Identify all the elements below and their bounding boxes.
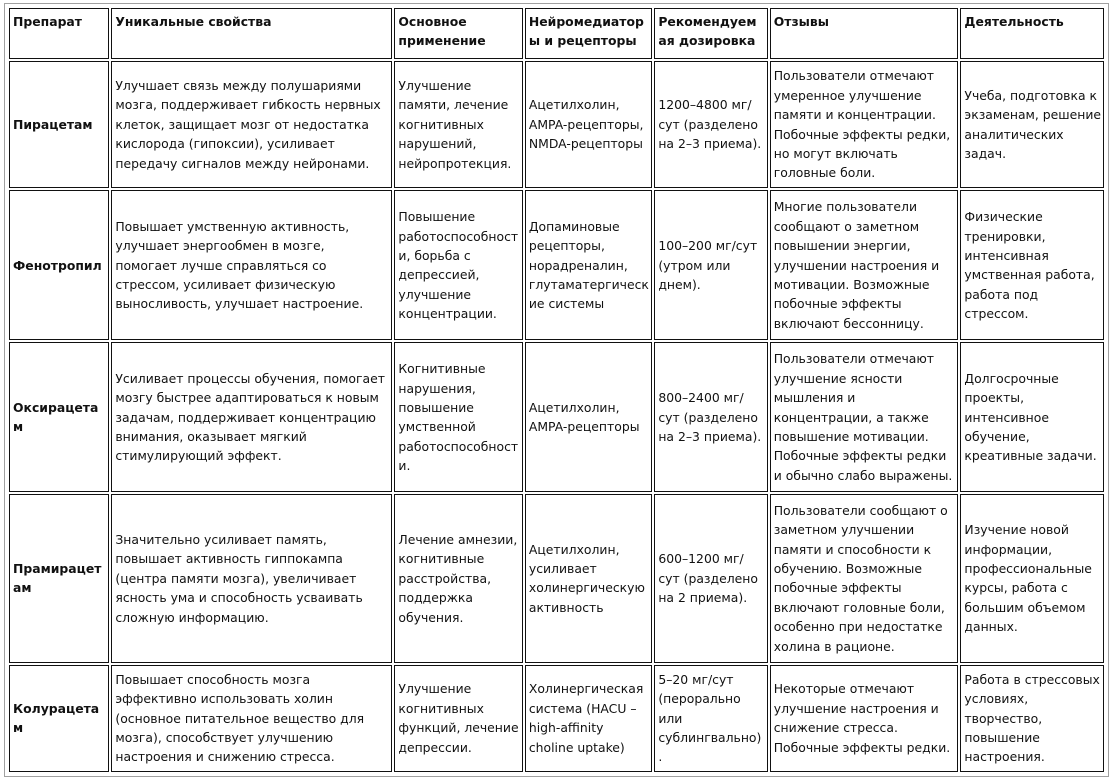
activity-cell: Изучение новой информации, профессиональные курсы, работа с большим объемом данных. xyxy=(960,494,1104,662)
activity-cell: Физические тренировки, интенсивная умственная работа, работа под стрессом. xyxy=(960,190,1104,340)
drug-name: Прамирацетам xyxy=(9,494,109,662)
header-receptors: Нейромедиаторы и рецепторы xyxy=(525,8,652,59)
properties-cell: Усиливает процессы обучения, помогает мозгу быстрее адаптироваться к новым задачам, поддерживает концентрацию внимания, оказывает мягкий стимулирующий эффект. xyxy=(111,342,392,492)
receptors-cell: Ацетилхолин, AMPA-рецепторы xyxy=(525,342,652,492)
reviews-cell: Многие пользователи сообщают о заметном повышении энергии, улучшении настроения и мотивации. Возможные побочные эффекты включают бессонницу. xyxy=(770,190,959,340)
table-frame xyxy=(4,3,1109,777)
drug-name: Пирацетам xyxy=(9,61,109,189)
receptors-cell: Холинергическая система (HACU – high-affinity choline uptake) xyxy=(525,665,652,772)
properties-cell: Повышает способность мозга эффективно использовать холин (основное питательное вещество для мозга), способствует улучшению настроения и снижению стресса. xyxy=(111,665,392,772)
dosage-cell: 600–1200 мг/сут (разделено на 2 приема). xyxy=(654,494,767,662)
receptors-cell: Ацетилхолин, усиливает холинергическую активность xyxy=(525,494,652,662)
dosage-cell: 100–200 мг/сут (утром или днем). xyxy=(654,190,767,340)
header-activity: Деятельность xyxy=(960,8,1104,59)
nootropics-comparison-table xyxy=(7,6,1106,774)
receptors-cell: Ацетилхолин, AMPA-рецепторы, NMDA-рецепторы xyxy=(525,61,652,189)
drug-name: Оксирацетам xyxy=(9,342,109,492)
header-properties: Уникальные свойства xyxy=(111,8,392,59)
properties-cell: Значительно усиливает память, повышает активность гиппокампа (центра памяти мозга), увеличивает ясность ума и способность усваивать сложную информацию. xyxy=(111,494,392,662)
properties-cell: Улучшает связь между полушариями мозга, поддерживает гибкость нервных клеток, защищает мозг от недостатка кислорода (гипоксии), усиливает передачу сигналов между нейронами. xyxy=(111,61,392,189)
application-cell: Повышение работоспособности, борьба с депрессией, улучшение концентрации. xyxy=(394,190,522,340)
application-cell: Лечение амнезии, когнитивные расстройства, поддержка обучения. xyxy=(394,494,522,662)
table-row xyxy=(9,342,1104,492)
reviews-cell: Некоторые отмечают улучшение настроения и снижение стресса. Побочные эффекты редки. xyxy=(770,665,959,772)
application-cell: Улучшение памяти, лечение когнитивных нарушений, нейропротекция. xyxy=(394,61,522,189)
application-cell: Улучшение когнитивных функций, лечение депрессии. xyxy=(394,665,522,772)
dosage-cell: 800–2400 мг/сут (разделено на 2–3 приема). xyxy=(654,342,767,492)
header-reviews: Отзывы xyxy=(770,8,959,59)
reviews-cell: Пользователи отмечают улучшение ясности мышления и концентрации, а также повышение мотивации. Побочные эффекты редки и обычно слабо выражены. xyxy=(770,342,959,492)
table-row xyxy=(9,61,1104,189)
application-cell: Когнитивные нарушения, повышение умственной работоспособности. xyxy=(394,342,522,492)
properties-cell: Повышает умственную активность, улучшает энергообмен в мозге, помогает лучше справляться со стрессом, усиливает физическую выносливость, улучшает настроение. xyxy=(111,190,392,340)
table-header-row xyxy=(9,8,1104,59)
drug-name: Фенотропил xyxy=(9,190,109,340)
table-row xyxy=(9,494,1104,662)
header-application: Основное применение xyxy=(394,8,522,59)
dosage-cell: 1200–4800 мг/сут (разделено на 2–3 приема). xyxy=(654,61,767,189)
table-row xyxy=(9,190,1104,340)
drug-name: Колурацетам xyxy=(9,665,109,772)
table-row xyxy=(9,665,1104,772)
activity-cell: Учеба, подготовка к экзаменам, решение аналитических задач. xyxy=(960,61,1104,189)
activity-cell: Долгосрочные проекты, интенсивное обучение, креативные задачи. xyxy=(960,342,1104,492)
header-dosage: Рекомендуемая дозировка xyxy=(654,8,767,59)
activity-cell: Работа в стрессовых условиях, творчество, повышение настроения. xyxy=(960,665,1104,772)
receptors-cell: Допаминовые рецепторы, норадреналин, глутаматергические системы xyxy=(525,190,652,340)
header-drug: Препарат xyxy=(9,8,109,59)
reviews-cell: Пользователи отмечают умеренное улучшение памяти и концентрации. Побочные эффекты редки, но могут включать головные боли. xyxy=(770,61,959,189)
dosage-cell: 5–20 мг/сут (перорально или сублингвально). xyxy=(654,665,767,772)
reviews-cell: Пользователи сообщают о заметном улучшении памяти и способности к обучению. Возможные побочные эффекты включают головные боли, особенно при недостатке холина в рационе. xyxy=(770,494,959,662)
